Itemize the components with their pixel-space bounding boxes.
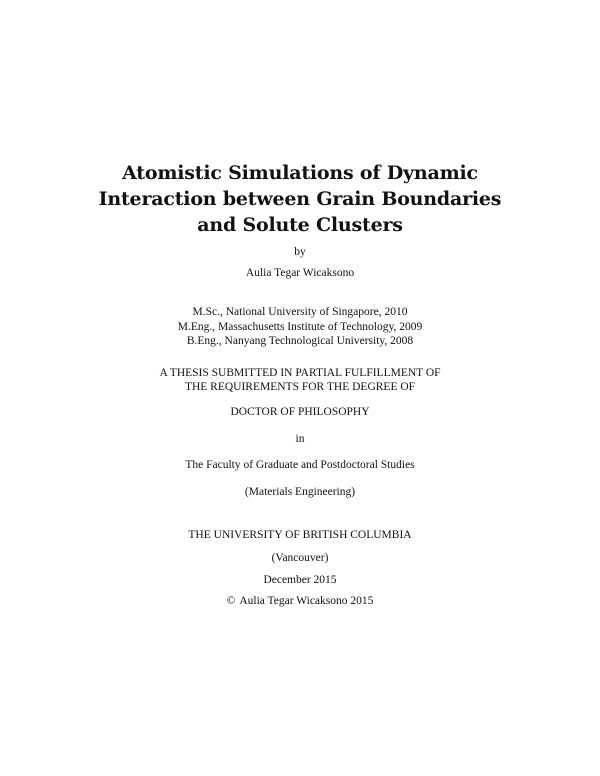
copyright-text: Aulia Tegar Wicaksono 2015 bbox=[239, 595, 374, 607]
copyright-icon: © bbox=[226, 595, 236, 607]
location: (Vancouver) bbox=[271, 552, 329, 564]
degree-name: DOCTOR OF PHILOSOPHY bbox=[230, 406, 370, 418]
author-name: Aulia Tegar Wicaksono bbox=[245, 267, 355, 279]
degree-msc: M.Sc., National University of Singapore, 2010 bbox=[192, 306, 408, 318]
submission-line-2: THE REQUIREMENTS FOR THE DEGREE OF bbox=[184, 381, 416, 393]
faculty-name: The Faculty of Graduate and Postdoctoral Studies bbox=[185, 459, 415, 471]
title-line-1: Atomistic Simulations of Dynamic bbox=[122, 162, 478, 184]
degree-beng: B.Eng., Nanyang Technological University, 2008 bbox=[186, 335, 414, 347]
in-label: in bbox=[295, 433, 305, 445]
degree-meng: M.Eng., Massachusetts Institute of Technology, 2009 bbox=[177, 321, 423, 333]
copyright-line bbox=[0, 594, 600, 609]
submission-date: December 2015 bbox=[263, 574, 337, 586]
title-line-2: Interaction between Grain Boundaries bbox=[98, 188, 502, 210]
program-name: (Materials Engineering) bbox=[244, 486, 356, 498]
university-name: THE UNIVERSITY OF BRITISH COLUMBIA bbox=[188, 529, 412, 541]
submission-line-1: A THESIS SUBMITTED IN PARTIAL FULFILLMENT OF bbox=[159, 367, 441, 379]
title-line-3: and Solute Clusters bbox=[197, 214, 403, 236]
by-label: by bbox=[294, 246, 306, 258]
